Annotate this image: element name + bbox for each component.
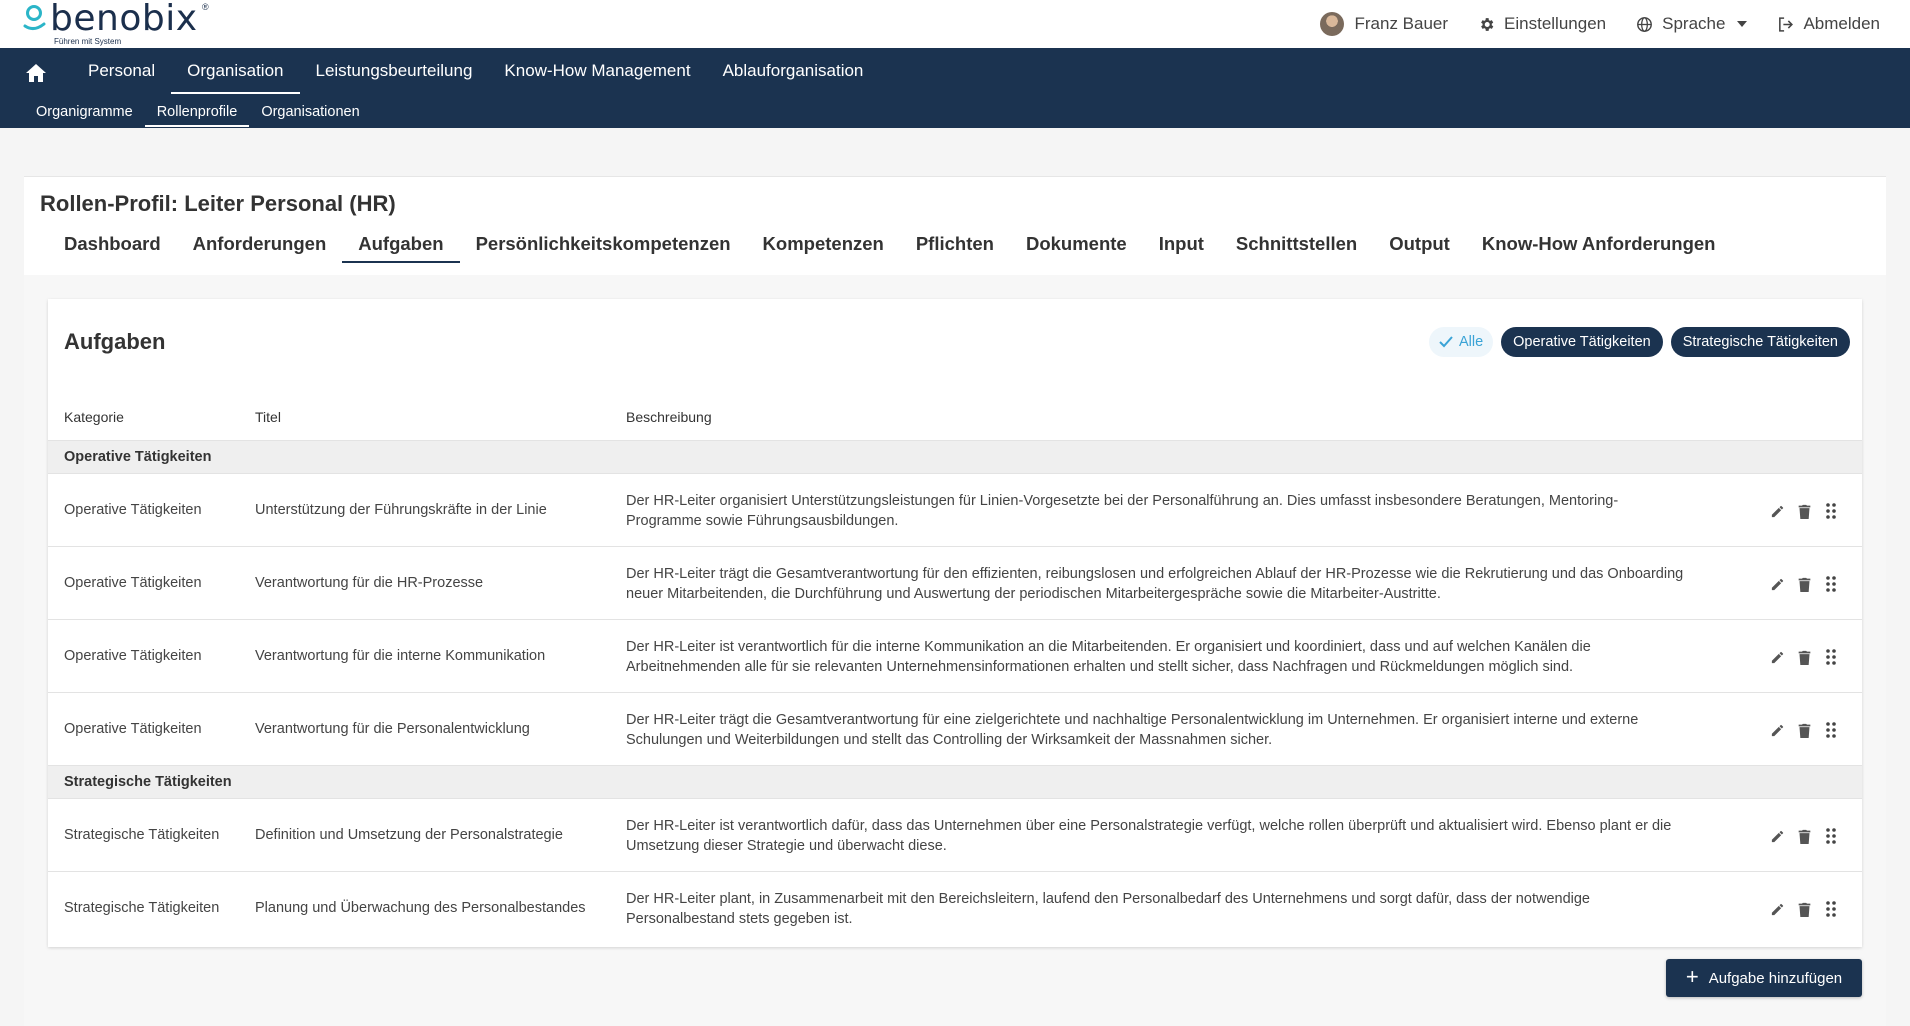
table-row[interactable]	[48, 693, 1862, 766]
check-icon	[1439, 336, 1453, 348]
tab-anforderungen[interactable]: Anforderungen	[192, 233, 327, 254]
filter-all-label: Alle	[1458, 334, 1484, 350]
row-actions	[1759, 648, 1840, 666]
row-actions	[1759, 721, 1840, 739]
table-row[interactable]	[48, 547, 1862, 620]
cell-titel: Verantwortung für die interne Kommunikation	[255, 648, 546, 664]
logo-tagline: Führen mit System	[54, 37, 122, 46]
group-title: Operative Tätigkeiten	[64, 449, 212, 465]
description-line: Der HR-Leiter ist verantwortlich für die interne Kommunikation an die Mitarbeitenden. Er organisiert und koordiniert, dass und auf welchen Kanälen die	[626, 639, 1591, 655]
group-header-operative	[48, 441, 1862, 474]
settings-link[interactable]	[1478, 14, 1606, 34]
edit-icon[interactable]	[1768, 827, 1786, 845]
role-profile-card	[24, 176, 1886, 1026]
top-actions	[1320, 0, 1910, 48]
card-header	[24, 177, 1886, 275]
edit-icon[interactable]	[1768, 502, 1786, 520]
profile-tabs	[48, 233, 1731, 263]
filter-operative-chip[interactable]: Operative Tätigkeiten	[1501, 327, 1663, 357]
description-line: Der HR-Leiter plant, in Zusammenarbeit mit den Bereichsleitern, laufend den Personalbedarf des Unternehmens und sorgt dafür, dass der notwendige	[626, 891, 1590, 907]
tab-aufgaben[interactable]: Aufgaben	[342, 233, 459, 263]
cell-kategorie: Operative Tätigkeiten	[64, 721, 202, 737]
cell-titel: Verantwortung für die Personalentwicklung	[255, 721, 530, 737]
top-bar	[0, 0, 1910, 48]
drag-handle-icon[interactable]	[1822, 502, 1840, 520]
tab-dashboard[interactable]: Dashboard	[64, 233, 161, 254]
tab-schnittstellen[interactable]: Schnittstellen	[1235, 233, 1358, 254]
cell-kategorie: Operative Tätigkeiten	[64, 648, 202, 664]
language-dropdown[interactable]	[1636, 14, 1747, 34]
cell-kategorie: Strategische Tätigkeiten	[64, 900, 220, 916]
cell-titel: Planung und Überwachung des Personalbestandes	[255, 900, 586, 916]
table-header	[48, 395, 1862, 441]
row-actions	[1759, 502, 1840, 520]
row-actions	[1759, 827, 1840, 845]
edit-icon[interactable]	[1768, 721, 1786, 739]
globe-icon	[1636, 16, 1653, 33]
drag-handle-icon[interactable]	[1822, 721, 1840, 739]
tab-dokumente[interactable]: Dokumente	[1025, 233, 1127, 254]
cell-beschreibung	[626, 889, 1726, 929]
nav-item-ablauforganisation[interactable]: Ablauforganisation	[722, 61, 864, 80]
settings-label: Einstellungen	[1504, 14, 1607, 33]
nav-item-personal[interactable]: Personal	[88, 61, 156, 80]
description-line: Der HR-Leiter ist verantwortlich dafür, dass das Unternehmen über eine Personalstrategie verfügt, welche rollen überprüft und aktualisiert wird. Ebenso plant er die	[626, 818, 1672, 834]
page-title: Rollen-Profil: Leiter Personal (HR)	[40, 191, 396, 216]
column-header-kategorie[interactable]: Kategorie	[64, 409, 124, 425]
category-filters	[1421, 327, 1850, 357]
logout-link[interactable]	[1777, 14, 1880, 34]
delete-icon[interactable]	[1795, 575, 1813, 593]
user-name: Franz Bauer	[1354, 14, 1449, 33]
tab-pflichten[interactable]: Pflichten	[915, 233, 994, 254]
nav-item-leistungsbeurteilung[interactable]: Leistungsbeurteilung	[315, 61, 473, 80]
user-menu[interactable]	[1320, 12, 1448, 36]
description-line: Schulungen und Weiterbildungen und stellt das Controlling der Wirksamkeit der Massnahmen sicher.	[626, 732, 1273, 748]
description-line: Personalbestand stets gegeben ist.	[626, 911, 853, 927]
drag-handle-icon[interactable]	[1822, 900, 1840, 918]
logo-trademark: ®	[202, 2, 209, 12]
tab-kompetenzen[interactable]: Kompetenzen	[762, 233, 884, 254]
logout-icon	[1777, 16, 1794, 33]
cell-beschreibung	[626, 491, 1726, 531]
row-actions	[1759, 900, 1840, 918]
tab-output[interactable]: Output	[1389, 233, 1450, 254]
group-title: Strategische Tätigkeiten	[64, 774, 232, 790]
avatar	[1320, 12, 1344, 36]
home-button[interactable]	[0, 48, 72, 94]
description-line: Der HR-Leiter trägt die Gesamtverantwortung für eine zielgerichtete und nachhaltige Personalentwicklung im Unternehmen. Er organisiert interne und externe	[626, 712, 1639, 728]
tab-input[interactable]: Input	[1158, 233, 1204, 254]
nav-main	[0, 48, 879, 94]
delete-icon[interactable]	[1795, 502, 1813, 520]
nav-item-know-how-management[interactable]: Know-How Management	[504, 61, 691, 80]
filter-all-chip[interactable]	[1429, 327, 1493, 357]
cell-titel: Definition und Umsetzung der Personalstrategie	[255, 827, 563, 843]
tab-persoenlichkeitskompetenzen[interactable]: Persönlichkeitskompetenzen	[475, 233, 731, 254]
row-actions	[1759, 575, 1840, 593]
description-line: Umsetzung dieser Strategie und überwacht diese.	[626, 838, 947, 854]
cell-beschreibung	[626, 816, 1726, 856]
logout-label: Abmelden	[1803, 14, 1880, 33]
cell-titel: Verantwortung für die HR-Prozesse	[255, 575, 484, 591]
subnav-organigramme[interactable]: Organigramme	[36, 104, 133, 120]
edit-icon[interactable]	[1768, 648, 1786, 666]
cell-kategorie: Operative Tätigkeiten	[64, 502, 202, 518]
table-row[interactable]	[48, 872, 1862, 945]
cell-kategorie: Strategische Tätigkeiten	[64, 827, 220, 843]
plus-icon: +	[1685, 964, 1699, 989]
edit-icon[interactable]	[1768, 900, 1786, 918]
group-header-strategic	[48, 766, 1862, 799]
add-task-label: Aufgabe hinzufügen	[1708, 969, 1843, 987]
nav-item-organisation[interactable]: Organisation	[171, 48, 299, 94]
logo-text: benobix	[50, 0, 198, 39]
tab-know-how-anforderungen[interactable]: Know-How Anforderungen	[1481, 233, 1716, 254]
delete-icon[interactable]	[1795, 827, 1813, 845]
description-line: Der HR-Leiter organisiert Unterstützungsleistungen für Linien-Vorgesetzte bei der Personalführung an. Dies umfasst insbesondere Beratungen, Mentoring-	[626, 493, 1619, 509]
table-row[interactable]	[48, 799, 1862, 872]
drag-handle-icon[interactable]	[1822, 575, 1840, 593]
language-label: Sprache	[1662, 14, 1726, 33]
description-line: Der HR-Leiter trägt die Gesamtverantwortung für den effizienten, reibungslosen und erfolgreichen Ablauf der HR-Prozesse wie die Rekrutierung und das Onboarding	[626, 566, 1684, 582]
subnav-rollenprofile[interactable]: Rollenprofile	[145, 98, 250, 126]
main-navigation	[0, 48, 1910, 128]
logo-mark-icon	[22, 4, 48, 32]
delete-icon[interactable]	[1795, 721, 1813, 739]
table-row[interactable]	[48, 474, 1862, 547]
cell-beschreibung	[626, 637, 1726, 677]
drag-handle-icon[interactable]	[1822, 827, 1840, 845]
column-header-beschreibung[interactable]: Beschreibung	[626, 409, 712, 425]
cell-beschreibung	[626, 710, 1726, 750]
drag-handle-icon[interactable]	[1822, 648, 1840, 666]
nav-sub	[24, 98, 372, 128]
subnav-organisationen[interactable]: Organisationen	[261, 104, 360, 120]
home-icon	[25, 63, 47, 83]
column-header-titel[interactable]: Titel	[255, 409, 281, 425]
description-line: Arbeitnehmenden alle für sie relevanten Unternehmensinformationen erhalten und stellt sicher, dass Nachfragen und Rückmeldungen möglich sind.	[626, 659, 1574, 675]
panel-title: Aufgaben	[64, 329, 166, 354]
table-row[interactable]	[48, 620, 1862, 693]
cell-titel: Unterstützung der Führungskräfte in der Linie	[255, 502, 547, 518]
delete-icon[interactable]	[1795, 648, 1813, 666]
cell-beschreibung	[626, 564, 1726, 604]
gear-icon	[1478, 16, 1495, 33]
edit-icon[interactable]	[1768, 575, 1786, 593]
caret-down-icon	[1737, 21, 1747, 27]
filter-strategic-chip[interactable]: Strategische Tätigkeiten	[1671, 327, 1850, 357]
description-line: neuer Mitarbeitenden, die Durchführung und Auswertung der periodischen Mitarbeitergespräche sowie die Mitarbeiter-Austritte.	[626, 586, 1441, 602]
delete-icon[interactable]	[1795, 900, 1813, 918]
add-task-button[interactable]	[1666, 959, 1862, 997]
tasks-panel	[48, 299, 1862, 947]
cell-kategorie: Operative Tätigkeiten	[64, 575, 202, 591]
description-line: Programme sowie Führungsausbildungen.	[626, 513, 899, 529]
